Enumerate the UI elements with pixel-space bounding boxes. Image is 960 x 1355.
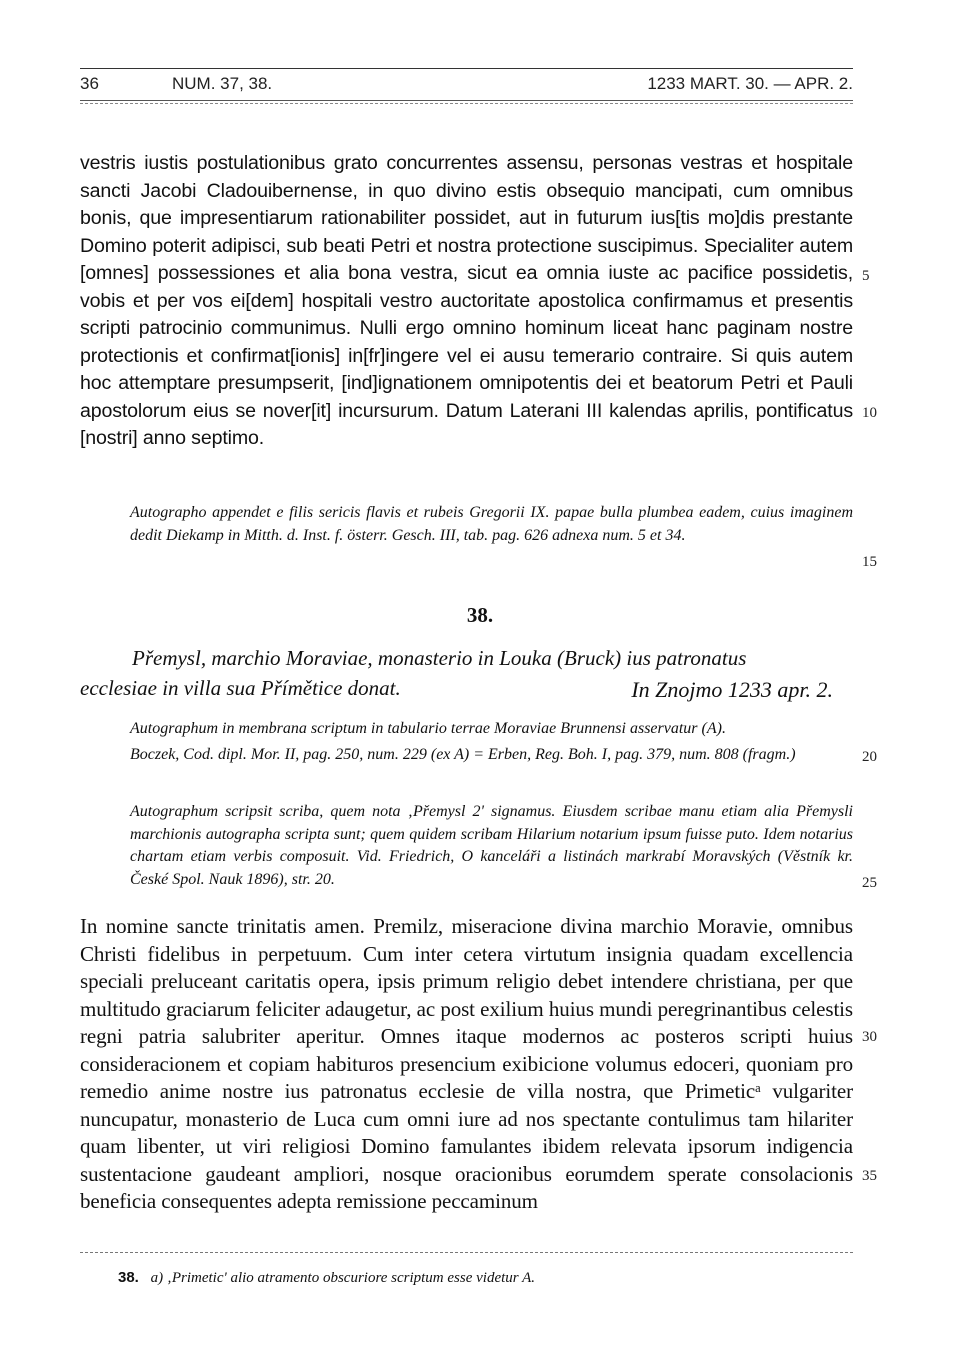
doc38-number: 38. [466, 603, 494, 627]
footnote-rule [80, 1252, 853, 1253]
doc38-note-source: Autographum in membrana scriptum in tabulario terrae Moraviae Brunnensi asservatur (A). [130, 720, 726, 737]
line-number-25: 25 [862, 875, 877, 891]
date-range: 1233 MART. 30. — APR. 2. [647, 74, 853, 93]
running-header [80, 72, 853, 98]
line-number-10: 10 [862, 405, 877, 421]
doc38-note-editions: Boczek, Cod. dipl. Mor. II, pag. 250, num. 229 (ex A) = Erben, Reg. Boh. I, pag. 379, num. 808 (fragm.) [130, 746, 796, 763]
footnote-number: 38. [118, 1269, 139, 1286]
line-number-15: 15 [862, 554, 877, 570]
doc37-note: Autographo appendet e filis sericis flavis et rubeis Gregorii IX. papae bulla plumbea eadem, cuius imaginem dedit Diekamp in Mitth. d. Inst. f. österr. Gesch. III, tab. pag. 626 adnexa num. 5 et 34. [130, 504, 853, 544]
line-number-20: 20 [862, 749, 877, 765]
footnote-text: a) ‚Primetic' alio atramento obscuriore scriptum esse videtur A. [150, 1270, 536, 1286]
footnote [118, 1268, 853, 1288]
page-number: 36 [80, 74, 99, 93]
regest-line-1: Přemysl, marchio Moraviae, monasterio in Louka (Bruck) ius patronatus [132, 646, 747, 670]
line-number-35: 35 [862, 1168, 877, 1184]
doc38-note-scribe: Autographum scripsit scriba, quem nota ‚Přemysl 2' signamus. Eiusdem scribae manu etiam alia Přemysli marchionis autographa scripta sunt; quem quidem scribam Hilarium notarium ipsum fuisse puto. Idem notarius chartam etiam verbis composuit. Vid. Friedrich, O kanceláři a listinách markrabí Moravských (Věstník kr. České Spol. Nauk 1896), str. 20. [130, 803, 853, 888]
doc38-text: In nomine sancte trinitatis amen. Premilz, miseracione divina marchio Moravie, omnibus Christi fidelibus in perpetuum. Cum inter cetera virtutum insignia quadam excellencia speciali preluceant caritatis opera, ipsis primum religio debet intendere christiana, per que multitudo graciarum feliciter adaugetur, ac post exilium huius mundi peregrinantibus celestis regni patria salubriter aperitur. Omnes itaque modernos ac posteros scripti huius consideracionem et copiam habituros presencium exibicione volumus edoceri, quoniam pro remedio anime nostre ius patronatus ecclesie de villa nostra, que Primeticᵃ vulgariter nuncupatur, monasterio de Luca cum omni iure ad nos spectante contulimus tam hilariter quam libenter, ut viri religiosi Domino famulantes ibidem relevata ipsorum indigencia sustentacione gaudeant ampliori, nosque oracionibus eorumdem sperate consolacionis beneficia consequentes adepta remissione peccaminum [80, 914, 853, 1213]
doc37-text: vestris iustis postulationibus grato concurrentes assensu, personas vestras et hospitale sancti Jacobi Cladouibernense, in quo divino estis obsequio mancipati, cum omnibus bonis, que impresentiarum rationabiliter possidet, aut in futurum ius[tis mo]dis prestante Domino poterit adipisci, sub beati Petri et nostra protectione suscipimus. Specialiter autem [omnes] possessiones et alia bona vestra, sicut ea omnia iuste ac pacifice possidetis, vobis et per vos ei[dem] hospitali vestro auctoritate apostolica confirmamus et presentis scripti patrocinio communimus. Nulli ergo omnino hominum liceat hanc paginam nostre protectionis et confirmat[ionis] in[fr]ingere vel ei ausu temerario contraire. Si quis autem hoc attemptare presumpserit, [ind]ignationem omnipotentis dei et beatorum Petri et Pauli apostolorum eius se nover[it] incursurum. Datum Laterani III kalendas aprilis, pontificatus [nostri] anno septimo. [80, 152, 853, 449]
header-rule [80, 100, 853, 101]
regest-line-2-text: ecclesiae in villa sua Přímětice donat. [80, 676, 401, 700]
line-number-5: 5 [862, 268, 870, 284]
line-number-30: 30 [862, 1029, 877, 1045]
document-numbers: NUM. 37, 38. [172, 74, 273, 93]
header-rule-dashed [80, 103, 853, 104]
doc38-regest [80, 643, 853, 703]
header-rule-top [80, 68, 853, 69]
place-date: In Znojmo 1233 apr. 2. [631, 677, 833, 702]
regest-line-2 [80, 673, 853, 703]
